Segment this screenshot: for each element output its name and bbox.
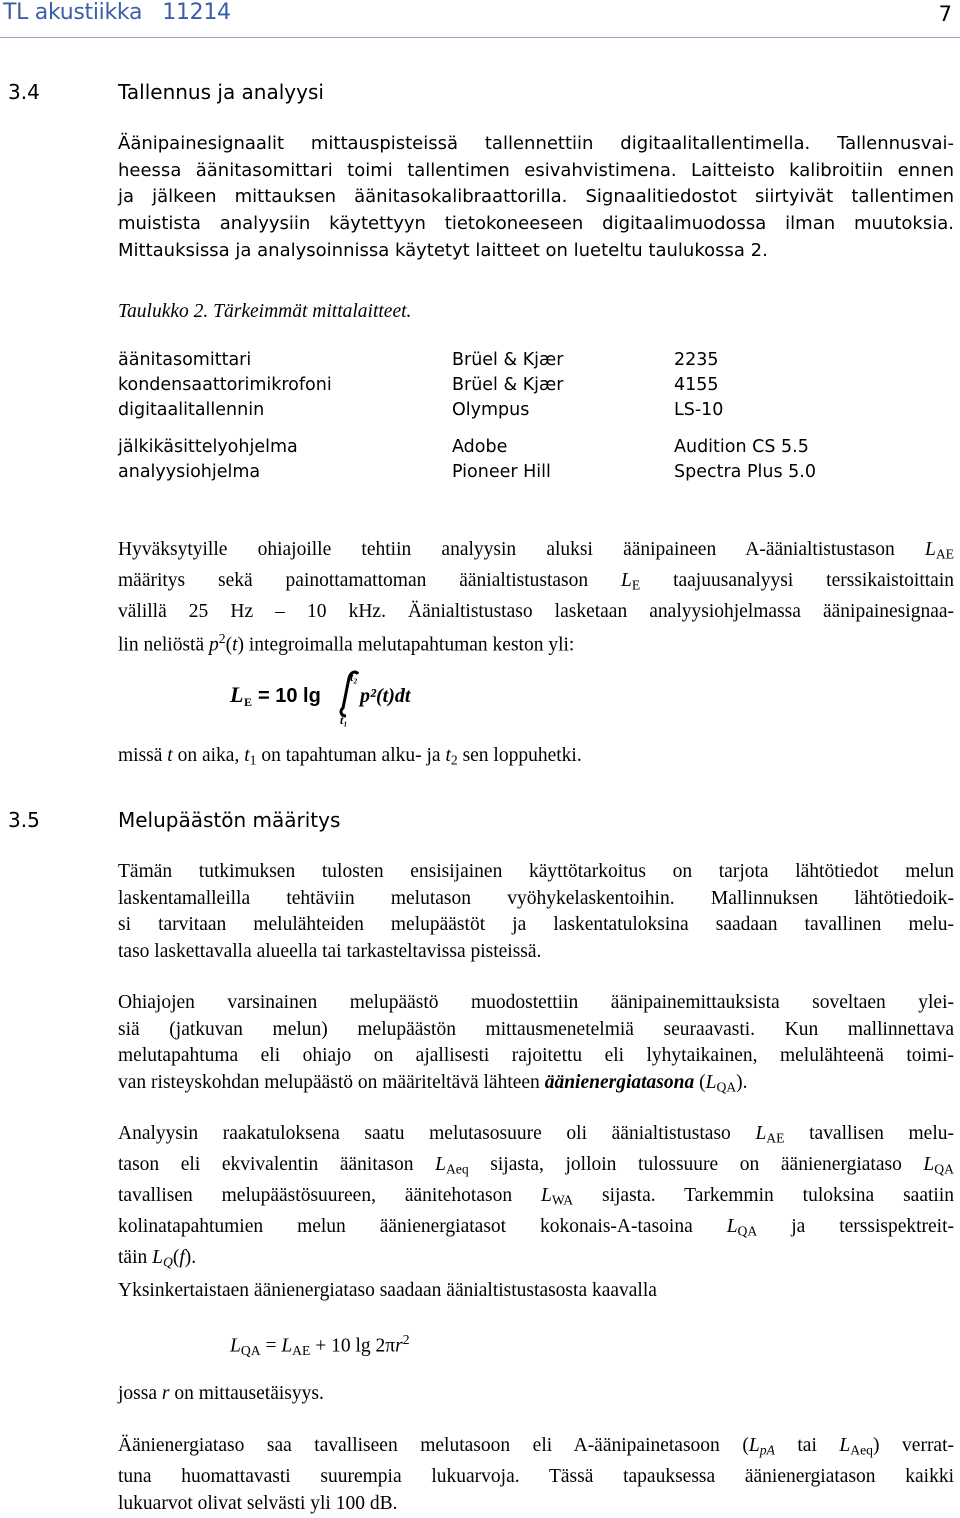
paragraph-results [118, 1121, 954, 1277]
text-line [118, 1183, 954, 1214]
formula-energy-level [230, 1332, 410, 1359]
text-line [118, 1070, 954, 1101]
subscript: Q [162, 1254, 173, 1270]
text-span: ) integroimalla melutapahtuman keston yli: [237, 634, 575, 656]
symbol: t [244, 745, 250, 766]
text-span: tason eli ekvivalentin äänitason [118, 1154, 436, 1176]
formula-explanation [118, 1383, 324, 1405]
subscript: QA [737, 1223, 758, 1239]
text-line [118, 1121, 954, 1152]
paragraph-purpose [118, 859, 954, 966]
text-span: tavallisen melu- [784, 1123, 954, 1144]
text-span: jossa [118, 1383, 162, 1404]
text-line: heessa äänitasomittari toimi tallentimen esivahvistimena. Laitteisto kalibroitiin ennen [118, 159, 954, 181]
text-span: missä [118, 745, 168, 766]
symbol: f [179, 1247, 185, 1269]
symbol: L [839, 1435, 851, 1456]
header-divider [0, 37, 960, 38]
text-span: ). [184, 1247, 197, 1269]
formula-equals: = 10 lg [258, 685, 321, 707]
symbol: t [445, 745, 451, 766]
paragraph-simplified: Yksinkertaistaen äänienergiataso saadaan äänialtistustasosta kaavalla [118, 1280, 657, 1301]
symbol: L [923, 1154, 935, 1176]
text-span: tavallisen melupäästösuureen, äänitehotason [118, 1185, 541, 1207]
symbol: r [161, 1383, 170, 1404]
subscript: AE [292, 1342, 311, 1358]
section-title: Melupäästön määritys [118, 808, 341, 832]
page-header [0, 0, 960, 36]
text-line [118, 626, 954, 659]
document-title: TL akustiikka 11214 [3, 0, 231, 25]
text-line: Äänipainesignaalit mittauspisteissä tallennettiin digitaalitallentimella. Tallennusvai- [118, 133, 954, 154]
table-cell-manufacturer: Brüel & Kjær [452, 350, 564, 370]
text-line: Tämän tutkimuksen tulosten ensisijainen käyttötarkoitus on tarjota lähtötiedot melun [118, 861, 954, 882]
text-span: taajuusanalyysi terssikaistoittain [640, 570, 954, 592]
text-span: on mittausetäisyys. [169, 1383, 324, 1404]
text-line: taso laskettavalla alueella tai tarkasteltavissa pisteissä. [118, 941, 542, 963]
superscript: 2 [402, 1332, 410, 1347]
subscript: QA [934, 1161, 954, 1177]
table-cell-device: analyysiohjelma [118, 462, 261, 482]
subscript: QA [716, 1079, 737, 1095]
table-cell-manufacturer: Pioneer Hill [452, 462, 551, 482]
table-cell-manufacturer: Adobe [452, 437, 508, 457]
symbol: L [924, 539, 936, 560]
text-line: laskentamalleilla tehtäviin melutason vyöhykelaskentoihin. Mallinnuksen lähtötiedoik- [118, 887, 954, 909]
text-line [118, 1245, 954, 1276]
table-cell-device: kondensaattorimikrofoni [118, 375, 332, 395]
text-span: sijasta, jolloin tulossuure on äänienergiataso [468, 1154, 924, 1176]
text-line: muistista analyysiin käytettyyn tietokoneeseen digitaalimuodossa ilman muutoksia. [118, 213, 954, 235]
text-line: siä (jatkuvan melun) melupäästön mittausmenetelmiä seuraavasti. Kun mallinnettava [118, 1018, 954, 1040]
subscript: E [631, 577, 641, 593]
text-line: ja jälkeen mittauksen äänitasokalibraattorilla. Signaalitiedostot siirtyivät tallentimen [118, 186, 954, 208]
text-span: on aika, [172, 745, 245, 766]
section-number: 3.4 [8, 80, 40, 104]
formula-lhs: L [230, 682, 244, 707]
text-span: van risteyskohdan melupäästö on määriteltävä lähteen [118, 1072, 545, 1094]
symbol: p [209, 634, 219, 656]
symbol: L [230, 1335, 241, 1357]
text-line: si tarvitaan melulähteiden melupäästöt ja laskentatuloksina saadaan tavallinen melu- [118, 914, 954, 936]
subscript: Aeq [445, 1161, 469, 1177]
table-row [118, 350, 838, 374]
symbol: L [152, 1247, 163, 1269]
table-cell-model: LS-10 [674, 400, 724, 420]
text-span: ) verrat- [873, 1435, 955, 1456]
text-span: ( [694, 1072, 706, 1094]
symbol: t [167, 745, 173, 766]
formula-graphic [228, 668, 448, 728]
symbol: L [621, 570, 632, 592]
subscript: 2 [450, 752, 458, 768]
text-span: Äänienergiataso saa tavalliseen melutasoon eli A-äänipainetasoon ( [118, 1435, 749, 1456]
subscript: Aeq [850, 1442, 874, 1458]
symbol: L [435, 1154, 446, 1176]
paragraph-analysis [118, 537, 954, 659]
paragraph-comparison [118, 1433, 954, 1518]
text-span: täin [118, 1247, 153, 1269]
text-span: sen loppuhetki. [457, 745, 582, 766]
text-span: = [260, 1335, 282, 1357]
text-line [118, 1152, 954, 1183]
text-span: on tapahtuman alku- ja [256, 745, 446, 766]
subscript: QA [240, 1342, 261, 1358]
table-row [118, 437, 838, 461]
text-span: ( [225, 634, 233, 656]
table-cell-device: äänitasomittari [118, 350, 252, 370]
text-span: sijasta. Tarkemmin tuloksina saatiin [573, 1185, 954, 1207]
table-row [118, 375, 838, 399]
symbol: L [281, 1335, 293, 1357]
table-cell-model: Spectra Plus 5.0 [674, 462, 816, 482]
paragraph-recording [118, 131, 954, 265]
text-line: melutapahtuma eli ohiajo on ajallisesti rajoitettu eli lyhytaikainen, melulähteenä toimi- [118, 1045, 954, 1067]
text-line [118, 1214, 954, 1245]
table-row [118, 400, 838, 424]
subscript: AE [766, 1130, 785, 1146]
text-span: kolinatapahtumien melun äänienergiatasot kokonais-A-tasoina [118, 1216, 727, 1238]
table-cell-model: 4155 [674, 375, 719, 395]
paragraph-emission [118, 990, 954, 1101]
integral-upper: t₂ [350, 670, 358, 684]
symbol: L [755, 1123, 767, 1144]
symbol: L [705, 1072, 717, 1094]
section-title: Tallennus ja analyysi [118, 80, 324, 104]
text-span: Hyväksytyille ohiajoille tehtiin analyysin aluksi äänipaineen A-äänialtistustason [118, 539, 925, 560]
table-caption: Taulukko 2. Tärkeimmät mittalaitteet. [118, 301, 412, 322]
integral-lower: t₁ [340, 713, 348, 727]
text-line: tuna huomattavasti suurempia lukuarvoja. Tässä tapauksessa äänienergiatason kaikki [118, 1466, 954, 1488]
text-line: välillä 25 Hz – 10 kHz. Äänialtistustaso lasketaan analyysiohjelmassa äänipainesignaa- [118, 601, 954, 623]
section-number: 3.5 [8, 808, 40, 832]
text-line: Mittauksissa ja analysoinnissa käytetyt laitteet on lueteltu taulukossa 2. [118, 239, 768, 261]
text-span: ( [172, 1247, 180, 1269]
text-line: Ohiajojen varsinainen melupäästö muodostettiin äänipainemittauksista soveltaen ylei- [118, 992, 954, 1013]
subscript: WA [551, 1192, 574, 1208]
text-line [118, 537, 954, 568]
text-span: määritys sekä painottamattoman äänialtistustason [118, 570, 621, 592]
symbol: L [541, 1185, 552, 1207]
formula-exposure-level [228, 668, 448, 733]
table-row [118, 462, 838, 486]
text-span: ). [736, 1072, 748, 1094]
table-cell-device: jälkikäsittelyohjelma [118, 437, 298, 457]
symbol: L [726, 1216, 738, 1238]
table-cell-model: 2235 [674, 350, 719, 370]
subscript: AE [935, 546, 954, 562]
table-cell-manufacturer: Olympus [452, 400, 530, 420]
table-cell-model: Audition CS 5.5 [674, 437, 809, 457]
symbol: L [748, 1435, 760, 1456]
formula-explanation [118, 745, 582, 768]
text-span: lin neliöstä [118, 634, 209, 656]
symbol: r [395, 1335, 403, 1357]
table-cell-manufacturer: Brüel & Kjær [452, 375, 564, 395]
formula-lhs-sub: E [244, 695, 253, 709]
integrand: p²(t)dt [360, 685, 411, 707]
text-line [118, 568, 954, 599]
subscript: 1 [249, 752, 257, 768]
table-cell-device: digitaalitallennin [118, 400, 265, 420]
emphasis: äänienergiatasona [544, 1072, 695, 1094]
subscript: pA [759, 1442, 775, 1458]
text-line: lukuarvot olivat selvästi yli 100 dB. [118, 1492, 398, 1514]
superscript: 2 [218, 630, 226, 646]
text-span: tai [774, 1435, 840, 1456]
text-span: Analyysin raakatuloksena saatu melutasosuure oli äänialtistustaso [118, 1123, 756, 1144]
page-number: 7 [938, 2, 952, 26]
text-line [118, 1433, 954, 1464]
text-span: ja terssispektreit- [757, 1216, 955, 1238]
symbol: t [232, 634, 238, 656]
text-span: + 10 lg 2π [310, 1335, 396, 1357]
